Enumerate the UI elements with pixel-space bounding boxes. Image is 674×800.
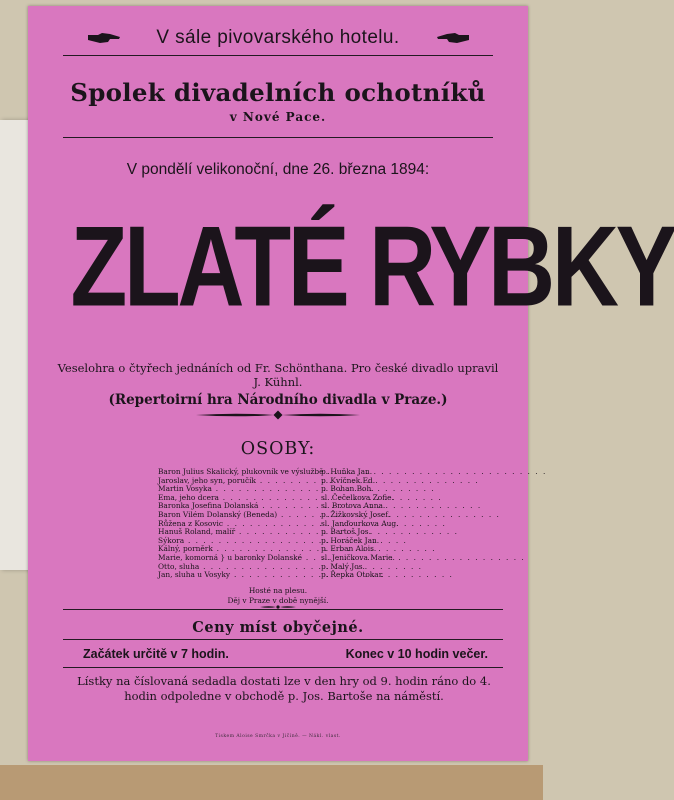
- start-time: Začátek určitě v 7 hodin.: [83, 647, 229, 661]
- end-time: Konec v 10 hodin večer.: [345, 647, 488, 661]
- society-name: Spolek divadelních ochotníků: [70, 78, 486, 107]
- cast-role: Růžena z Kosovic . . .: [158, 520, 321, 529]
- cast-role: Kálný, porněrk . . .: [158, 545, 321, 554]
- place-time-line: Děj v Praze v době nynější.: [227, 596, 329, 605]
- cast-actor: sl. Čečelkova Zofie.: [321, 492, 394, 502]
- divider: [63, 609, 503, 610]
- cast-row: [158, 571, 428, 580]
- tickets-note: Lístky na číslovaná sedadla dostati lze v den hry od 9. hodin ráno do 4. hodin odpoledne v obchodě p. Jos. Bartoše na náměstí.: [77, 674, 491, 703]
- cast-role: Ema, jeho dcera . . .: [158, 494, 321, 503]
- play-title: ZLATÉ RYBKY: [70, 202, 674, 330]
- cast-role: Hanuš Roland, malíř . . .: [158, 528, 321, 537]
- cast-actor: p. Kvíčnek Ed.: [321, 475, 376, 485]
- persons-heading: OSOBY:: [240, 439, 316, 459]
- bottom-edge: [0, 765, 543, 800]
- divider: [63, 55, 493, 56]
- subtitle-line: Veselohra o čtyřech jednáních od Fr. Schönthana. Pro české divadlo upravil: [57, 361, 499, 375]
- cast-actor: p. Malý Jos.: [321, 561, 365, 571]
- cast-actor: sl. Jeničkova Marie.: [321, 552, 395, 562]
- cast-actor: p. Bartoš Jos.: [321, 527, 371, 537]
- cast-actor: p. Erban Alois.: [321, 544, 377, 554]
- ornament-divider: [196, 410, 360, 420]
- printer-imprint: Tiskem Aloise Smrčka v Jičíně. — Nákl. vlast.: [215, 734, 341, 739]
- cast-actor: p. Řepka Otokar.: [321, 570, 384, 580]
- cast-list: [158, 468, 428, 580]
- cast-actor: sl. Brotova Anna.: [321, 501, 386, 511]
- cast-actor: p. Žižkovský Josef.: [321, 509, 391, 519]
- cast-role: Marie, komorná } u baronky Dolanské . . .: [158, 554, 321, 563]
- cast-role: Jan, sluha u Vosyky . . .: [158, 571, 321, 580]
- cast-role: Otto, sluha . . .: [158, 563, 321, 572]
- cast-actor: sl. Janďourkova Aug.: [321, 518, 399, 528]
- cast-role: Baron Vilém Dolanský (Beneda) . . .: [158, 511, 321, 520]
- town-line: v Nové Pace.: [229, 110, 327, 124]
- venue-line: V sále pivovarského hotelu.: [156, 27, 400, 48]
- cast-actor: p. Bohan Boh.: [321, 484, 374, 494]
- theatre-poster: [28, 6, 674, 761]
- divider: [63, 667, 503, 668]
- cast-role: Baronka Josefina Dolanská . . .: [158, 502, 321, 511]
- guests-line: Hosté na plesu.: [248, 586, 308, 595]
- adapter-line: J. Kühnl.: [253, 375, 303, 389]
- cast-role: Sýkora . . .: [158, 537, 321, 546]
- date-line: V pondělí velikonoční, dne 26. března 1894:: [126, 161, 430, 178]
- cast-role: Baron Julius Skalický, plukovník ve výslužbě . . .: [158, 468, 321, 477]
- cast-actor: p. Horáček Jan.: [321, 535, 380, 545]
- cast-role: Martin Vosyka . . .: [158, 485, 321, 494]
- prices-line: Ceny míst obyčejné.: [192, 619, 364, 636]
- divider: [63, 137, 493, 138]
- repertoire-line: (Repertoirní hra Národního divadla v Praze.): [108, 392, 448, 408]
- cast-actor: p. Huňka Jan.: [321, 467, 373, 476]
- cast-role: Jaroslav, jeho syn, poručík . . .: [158, 477, 321, 486]
- divider: [63, 639, 503, 640]
